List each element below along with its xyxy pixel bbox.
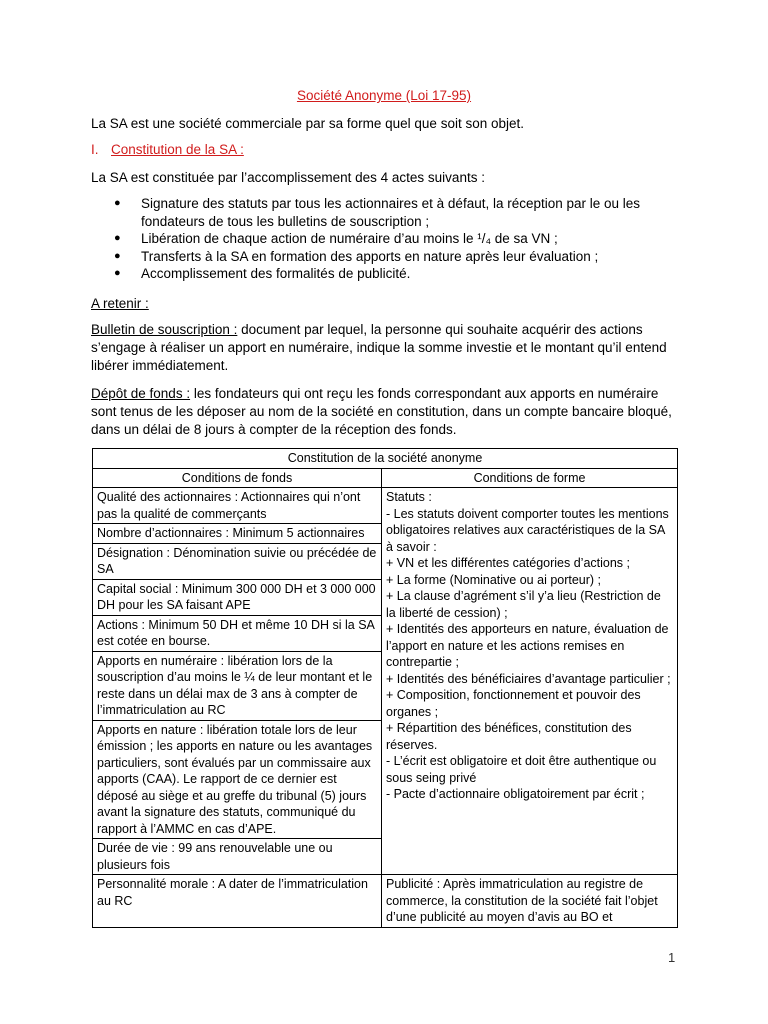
table-header-row [93,468,678,488]
forme-line: - Les statuts doivent comporter toutes les mentions obligatoires relatives aux caractéristiques de la SA à savoir : [386,506,669,554]
bullet-icon: ● [114,267,121,279]
bulletin-paragraph [91,321,679,375]
page-title: Société Anonyme (Loi 17-95) [296,88,472,103]
table-cell: Durée de vie : 99 ans renouvelable une ou plusieurs fois [93,839,382,875]
section-heading [91,142,244,157]
bulletin-text: document par lequel, la personne qui souhaite acquérir des actions s’engage à réaliser un apport en numéraire, indique la somme investie et le montant qu’il entend libérer immédiatement. [91,322,667,373]
column-header: Conditions de forme [382,468,678,488]
forme-line: + La clause d’agrément s’il y’a lieu (Restriction de la liberté de cession) ; [386,589,661,620]
table-row [93,875,678,928]
table-cell: Nombre d’actionnaires : Minimum 5 actionnaires [93,524,382,544]
table-cell: Qualité des actionnaires : Actionnaires qui n’ont pas la qualité de commerçants [93,488,382,524]
intro-paragraph: La SA est une société commerciale par sa forme quel que soit son objet. [91,116,524,131]
list-item: ● Libération de chaque action de numéraire d’au moins le ¹/₄ de sa VN ; [114,231,558,246]
forme-conditions-cell [382,488,678,875]
table-cell: Personnalité morale : A dater de l’immatriculation au RC [93,875,382,928]
section-number: I. [91,142,99,157]
constitution-table [92,448,678,928]
forme-line: - Pacte d’actionnaire obligatoirement par écrit ; [386,787,645,801]
list-item: ● Signature des statuts par tous les actionnaires et à défaut, la réception par le ou les fondateurs de tous les bulletins de souscription ; [114,196,641,229]
table-caption: Constitution de la société anonyme [93,449,678,469]
page-number: 1 [668,950,676,965]
forme-line: + VN et les différentes catégories d’actions ; [386,556,631,570]
forme-line: + Identités des apporteurs en nature, évaluation de l’apport en nature et les actions remises en contrepartie ; [386,622,669,669]
constitution-intro: La SA est constituée par l’accomplissement des 4 actes suivants : [91,170,485,185]
forme-line: + Répartition des bénéfices, constitution des réserves. [386,721,632,752]
table-caption-row [93,449,678,469]
depot-term: Dépôt de fonds : [91,386,191,401]
depot-text: les fondateurs qui ont reçu les fonds correspondant aux apports en numéraire sont tenus de les déposer au nom de la société en constitution, dans un compte bancaire bloqué, dans un délai de 8 jours à compter de la réception des fonds. [91,386,672,437]
table-row [93,488,678,524]
bullet-icon: ● [114,197,121,209]
bulletin-term: Bulletin de souscription : [91,322,238,337]
a-retenir-heading: A retenir : [91,296,149,311]
forme-line: - L’écrit est obligatoire et doit être authentique ou sous seing privé [386,754,657,785]
table-cell: Désignation : Dénomination suivie ou précédée de SA [93,543,382,579]
depot-paragraph [91,385,679,439]
list-item: ● Transferts à la SA en formation des apports en nature après leur évaluation ; [114,248,599,264]
section-title: Constitution de la SA : [111,142,244,157]
column-header: Conditions de fonds [93,468,382,488]
table-cell: Capital social : Minimum 300 000 DH et 3 000 000 DH pour les SA faisant APE [93,579,382,615]
bullet-icon: ● [114,249,121,262]
forme-line: + Identités des bénéficiaires d’avantage particulier ; [386,671,671,686]
constitution-acts-list [114,195,684,283]
forme-line: Statuts : [386,490,432,504]
table-cell: Actions : Minimum 50 DH et même 10 DH si la SA est cotée en bourse. [93,615,382,651]
table-cell: Publicité : Après immatriculation au registre de commerce, la constitution de la société fait l’objet d’une publicité au moyen d’avis au BO et [382,875,678,928]
bullet-icon: ● [114,232,121,244]
list-item: ● Accomplissement des formalités de publicité. [114,266,411,281]
forme-line: + Composition, fonctionnement et pouvoir des organes ; [386,688,641,719]
table-cell: Apports en numéraire : libération lors de la souscription d’au moins le ¼ de leur montant et le reste dans un délai max de 3 ans à compter de l’immatriculation au RC [93,651,382,720]
table-cell: Apports en nature : libération totale lors de leur émission ; les apports en nature ou les avantages particuliers, sont évalués par un commissaire aux apports (CAA). Le rapport de ce dernier est déposé au siège et au greffe du tribunal (5) jours avant la signature des statuts, communiqué du rapport à l’AMMC en cas d’APE. [93,720,382,839]
forme-line: + La forme (Nominative ou ai porteur) ; [386,572,602,587]
